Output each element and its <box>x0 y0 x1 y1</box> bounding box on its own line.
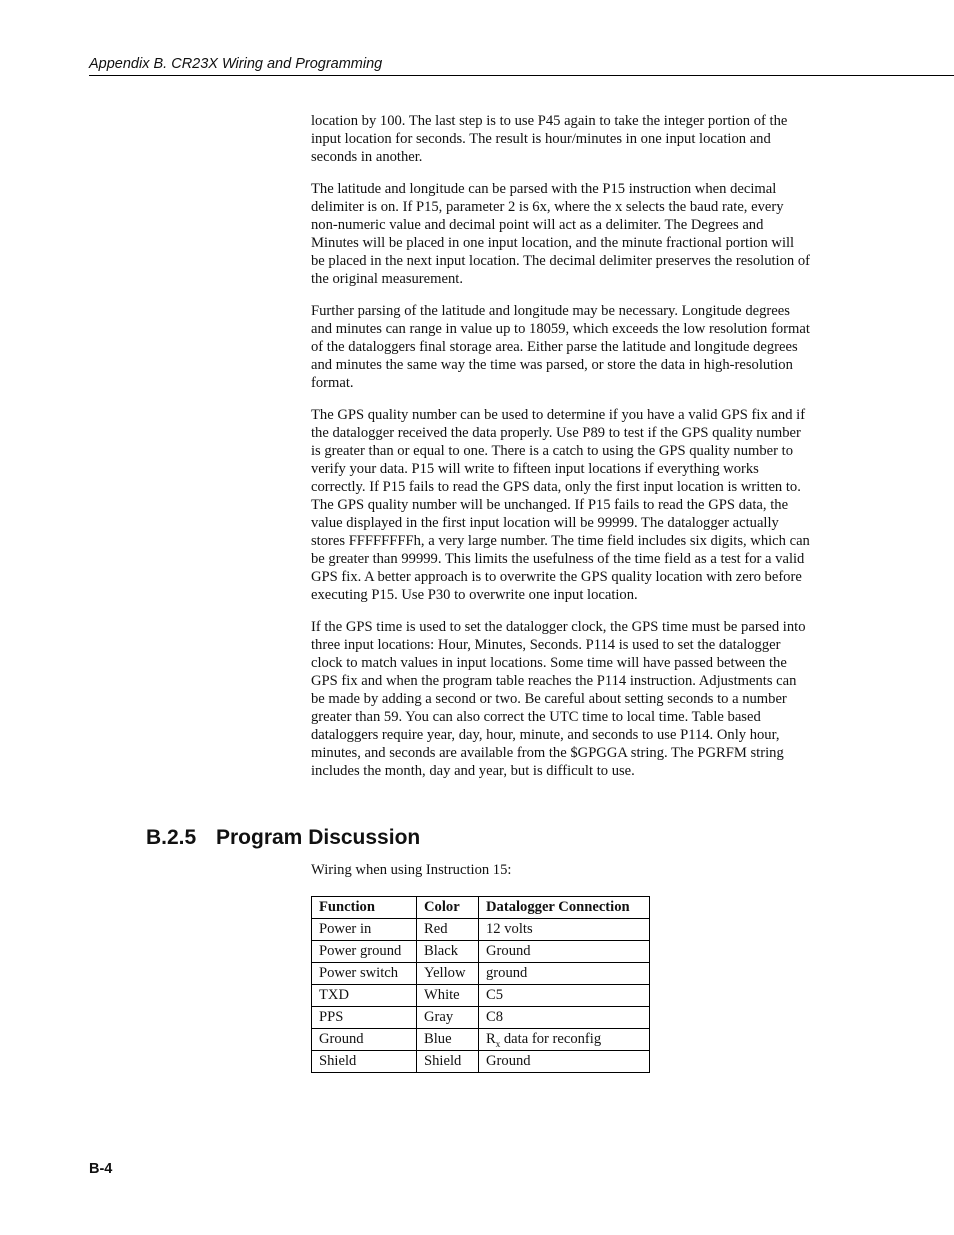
table-row <box>312 919 650 941</box>
paragraph: The latitude and longitude can be parsed with the P15 instruction when decimal delimiter is on. If P15, parameter 2 is 6x, where the x selects the baud rate, every non-numeric value and decimal point will act as a delimiter. The Degrees and Minutes will be placed in one input location, and the minute fractional portion will be placed in the next input location. The decimal delimiter preserves the resolution of the original measurement. <box>311 181 811 287</box>
paragraph: Further parsing of the latitude and longitude may be necessary. Longitude degrees and minutes can range in value up to 18059, which exceeds the low resolution format of the dataloggers final storage area. Either parse the latitude and longitude degrees and minutes the same way the time was parsed, or store the data in high-resolution format. <box>311 303 810 391</box>
table-row <box>312 1007 650 1029</box>
table-intro: Wiring when using Instruction 15: <box>311 862 512 878</box>
rx-subscript: x <box>495 1038 501 1049</box>
table-cell: Red <box>417 919 479 941</box>
section-title: Program Discussion <box>216 826 421 849</box>
table-cell: Yellow <box>417 963 479 985</box>
table-cell: C5 <box>479 985 650 1007</box>
table-cell: Power in <box>312 919 417 941</box>
paragraph: If the GPS time is used to set the datalogger clock, the GPS time must be parsed into three input locations: Hour, Minutes, Seconds. P114 is used to set the datalogger clock to match values in input locations. Some time will have passed between the GPS fix and when the program table reaches the P114 instruction. Adjustments can be made by adding a second or two. Be careful about setting seconds to a number greater than 59. You can also correct the UTC time to local time. Table based dataloggers require year, day, hour, minute, and seconds to use P114. Only hour, minutes, and seconds are available from the $GPGGA string. The PGRFM string includes the month, day and year, but is difficult to use. <box>311 619 806 779</box>
table-cell: Gray <box>417 1007 479 1029</box>
table-row <box>312 1051 650 1073</box>
header-cell: Datalogger Connection <box>479 897 650 919</box>
table-cell: 12 volts <box>479 919 650 941</box>
table-header-row <box>312 897 650 919</box>
paragraph: location by 100. The last step is to use P45 again to take the integer portion of the input location for seconds. The result is hour/minutes in one input location and seconds in another. <box>311 113 788 165</box>
page-number: B-4 <box>89 1161 113 1177</box>
table-cell <box>479 1029 650 1051</box>
table-cell: Ground <box>479 1051 650 1073</box>
table-cell: Power switch <box>312 963 417 985</box>
table-cell: TXD <box>312 985 417 1007</box>
paragraph: The GPS quality number can be used to determine if you have a valid GPS fix and if the datalogger received the data properly. Use P89 to test if the GPS quality number is greater than or equal to one. There is a catch to using the GPS quality number to verify your data. P15 will write to fifteen input locations if everything works correctly. If P15 fails to read the GPS data, only the first input location is written to. The GPS quality number will be unchanged. If P15 fails to read the GPS data, the value displayed in the first input location will be 99999. The datalogger actually stores FFFFFFFFh, a very large number. The time field includes six digits, which can be greater than 99999. This limits the usefulness of the time field as a test for a valid GPS fix. A better approach is to overwrite the GPS quality location with zero before executing P15. Use P30 to overwrite one input location. <box>311 407 810 603</box>
page-header <box>89 55 954 76</box>
table-cell: Ground <box>312 1029 417 1051</box>
rx-suffix: data for reconfig <box>500 1030 602 1047</box>
table-cell: Power ground <box>312 941 417 963</box>
table-cell: Shield <box>312 1051 417 1073</box>
table-cell: C8 <box>479 1007 650 1029</box>
table-cell: Shield <box>417 1051 479 1073</box>
table-cell: Black <box>417 941 479 963</box>
rx-label: R <box>486 1030 496 1047</box>
table-cell: White <box>417 985 479 1007</box>
table-row <box>312 963 650 985</box>
table-cell: ground <box>479 963 650 985</box>
wiring-table <box>311 896 650 1073</box>
header-cell: Function <box>312 897 417 919</box>
header-cell: Color <box>417 897 479 919</box>
table-row <box>312 1029 650 1051</box>
table-row <box>312 985 650 1007</box>
header-title: Appendix B. CR23X Wiring and Programming <box>89 56 383 72</box>
table-cell: PPS <box>312 1007 417 1029</box>
table-cell: Blue <box>417 1029 479 1051</box>
body-text <box>311 112 811 794</box>
table-cell: Ground <box>479 941 650 963</box>
table-row <box>312 941 650 963</box>
section-heading <box>146 826 420 850</box>
section-number: B.2.5 <box>146 826 197 849</box>
